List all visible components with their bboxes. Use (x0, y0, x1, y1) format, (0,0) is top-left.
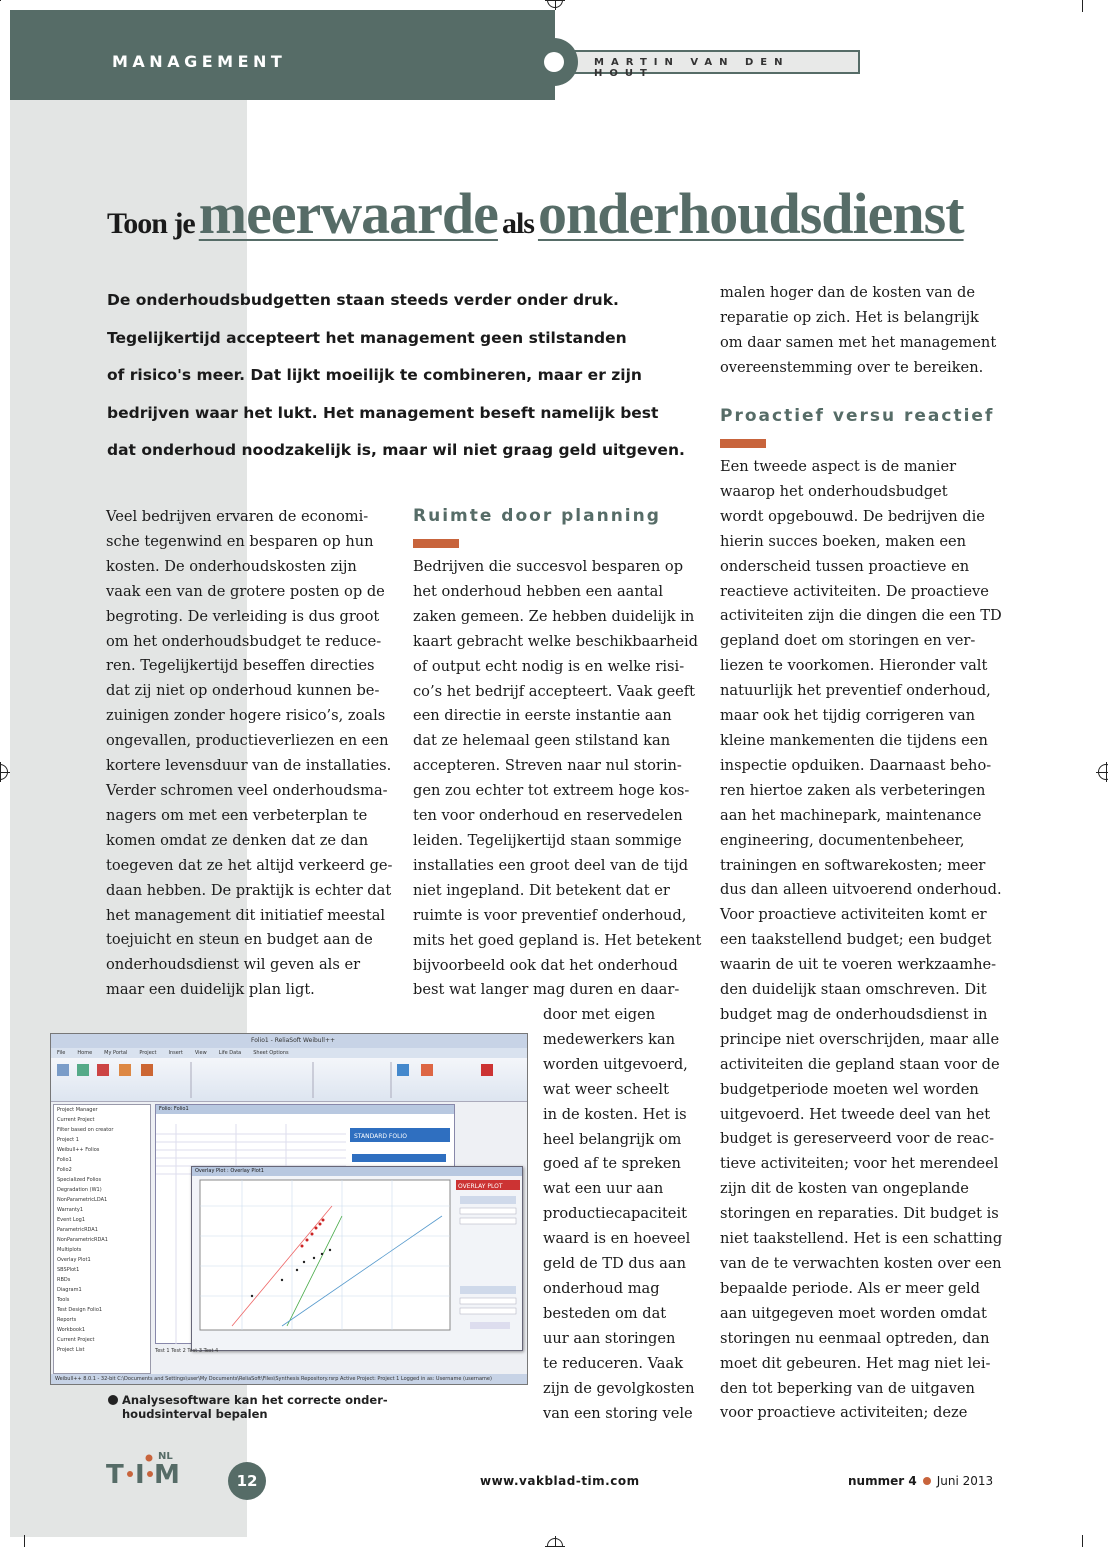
plot-title: Overlay Plot : Overlay Plot1 (192, 1167, 522, 1176)
text-line: Folio2 (57, 1167, 72, 1173)
text-line: ren. Tegelijkertijd beseffen directies (106, 657, 375, 675)
text-line: hierin succes boeken, maken een (720, 532, 967, 550)
text-line: door met eigen (543, 1006, 656, 1023)
text-line: NonParametricLDA1 (57, 1197, 108, 1203)
text-line: Filter based on creator (57, 1127, 114, 1133)
title-part1: Toon je (107, 207, 195, 240)
text-line: storingen nu eenmaal optreden, dan (720, 1329, 990, 1347)
text-line: niet ingepland. Dit betekent dat er (413, 881, 670, 899)
text-line: waard is en hoeveel (543, 1230, 691, 1248)
text-line: waarin de uit te voeren werkzaamhe- (720, 956, 997, 974)
text-line: NonParametricRDA1 (57, 1237, 108, 1243)
text-line: het onderhoud hebben een aantal (413, 582, 663, 600)
ribbon-tab: Insert (168, 1050, 183, 1056)
text-line: vaak een van de grotere posten op de (106, 582, 385, 600)
text-line: kortere levensduur van de installaties. (106, 757, 392, 775)
text-line: uitgevoerd. Het tweede deel van het (720, 1105, 991, 1123)
text-line: natuurlijk het preventief onderhoud, (720, 682, 991, 700)
text-line: dat ze helemaal geen stilstand kan (413, 732, 671, 750)
text-line: overeenstemming over te bereiken. (720, 358, 984, 376)
text-line: bijvoorbeeld ook dat het onderhoud (413, 956, 678, 974)
text-line: te reduceren. Vaak (543, 1354, 684, 1372)
text-line: mits het goed gepland is. Het betekent (413, 931, 702, 949)
text-line: moet dit gebeuren. Het mag niet lei- (720, 1354, 991, 1372)
issue-date: Juni 2013 (936, 1474, 994, 1488)
text-line: ruimte is voor preventief onderhoud, (413, 906, 687, 924)
column-2-continued (543, 1003, 711, 1426)
text-line: Warranty1 (57, 1207, 84, 1213)
text-line: Project List (57, 1347, 85, 1353)
text-line: toegeven dat ze het altijd verkeerd ge- (106, 856, 393, 874)
text-line: Overlay Plot1 (57, 1257, 91, 1263)
text-line: reparatie op zich. Het is belangrijk (720, 308, 979, 326)
subheading-planning: Ruimte door planning (413, 506, 661, 526)
text-line: een directie in eerste instantie aan (413, 707, 672, 725)
text-line: Voor proactieve activiteiten komt er (720, 906, 987, 924)
text-line: in de kosten. Het is (543, 1105, 687, 1123)
text-line: zaken gemeen. Ze hebben duidelijk in (413, 607, 695, 625)
text-line: kleine mankementen die tijdens een (720, 731, 988, 749)
text-line: kaart gebracht welke beschikbaarheid (413, 632, 699, 650)
column-2-text (413, 555, 703, 1003)
text-line: inspectie opduiken. Daarnaast beho- (720, 756, 992, 774)
text-line: van een storing vele (543, 1404, 693, 1422)
caption-bullet (108, 1395, 118, 1405)
screenshot-status-bar: Weibull++ 8.0.1 - 32-bit C:\Documents and Settings\user\My Documents\ReliaSoft\Files\Synthesis Repository.rsrp Active Project: Project 1 Logged in as: Username (username) (51, 1374, 527, 1384)
text-line: engineering, documentenbeheer, (720, 831, 965, 849)
title-part2: meerwaarde (198, 181, 498, 246)
registration-mark (1098, 764, 1108, 780)
text-line: Project 1 (57, 1137, 79, 1143)
crop-mark (24, 1535, 25, 1547)
text-line: aan uitgegeven moet worden omdat (720, 1304, 987, 1322)
text-line: productiecapaciteit (543, 1205, 687, 1223)
text-line: Tools (57, 1297, 70, 1303)
text-line: gen zou echter tot extreem hoge kos- (413, 782, 690, 800)
text-line: Current Project (57, 1337, 95, 1343)
registration-mark (547, 1538, 563, 1547)
text-line: Weibull++ Folios (57, 1147, 100, 1153)
text-line: worden uitgevoerd, (543, 1055, 688, 1073)
text-line: besteden om dat (543, 1304, 667, 1322)
text-line: budget mag de onderhoudsdienst in (720, 1005, 988, 1023)
text-line: budgetperiode moeten wel worden (720, 1080, 979, 1098)
folio-panel-label: STANDARD FOLIO (354, 1133, 407, 1140)
text-line: ongevallen, productieverliezen en een (106, 732, 389, 750)
text-line: zijn de gevolgkosten (543, 1379, 695, 1397)
text-line: Event Log1 (57, 1217, 86, 1223)
text-line: sche tegenwind en besparen op hun (106, 532, 374, 550)
text-line: den tot beperking van de uitgaven (720, 1379, 975, 1397)
text-line: maar ook het tijdig corrigeren van (720, 707, 976, 725)
registration-mark (0, 764, 8, 780)
text-line: onderscheid tussen proactieve en (720, 557, 970, 575)
registration-mark (547, 0, 563, 8)
intro-paragraph (107, 282, 707, 470)
ribbon-tab: Home (77, 1050, 93, 1056)
text-line: leiden. Tegelijkertijd staan sommige (413, 831, 682, 849)
text-line: activiteiten die gepland staan voor de (720, 1055, 1000, 1073)
caption-line: houdsinterval bepalen (122, 1407, 268, 1421)
text-line: geld de TD dus aan (543, 1255, 686, 1273)
text-line: goed af te spreken (543, 1155, 681, 1173)
weibull-plot (192, 1176, 522, 1350)
screenshot-ribbon-tabs (51, 1048, 527, 1058)
crop-mark (0, 0, 1, 1)
text-line: malen hoger dan de kosten van de (720, 284, 975, 301)
text-line: Folio1 (57, 1157, 72, 1163)
intro-line: dat onderhoud noodzakelijk is, maar wil niet graag geld uitgeven. (107, 441, 685, 459)
header-dot (544, 52, 564, 72)
ribbon-tab: Life Data (218, 1050, 242, 1056)
text-line: ren hiertoe zaken als verbeteringen (720, 781, 986, 799)
ribbon-tab: My Portal (104, 1050, 128, 1056)
text-line: voor proactieve activiteiten; deze (720, 1404, 968, 1422)
image-caption (108, 1393, 388, 1421)
text-line: co’s het bedrijf accepteert. Vaak geeft (413, 682, 696, 700)
text-line: Current Project (57, 1117, 95, 1123)
text-line: uur aan storingen (543, 1329, 676, 1347)
text-line: nagers om met een verbeterplan te (106, 806, 368, 824)
text-line: onderhoud mag (543, 1279, 660, 1297)
plot-panel-label: OVERLAY PLOT (458, 1183, 503, 1190)
text-line: SBSPlot1 (57, 1267, 80, 1273)
text-line: storingen en reparaties. Dit budget is (720, 1205, 999, 1223)
text-line: den duidelijk staan omschreven. Dit (720, 981, 987, 999)
text-line: waarop het onderhoudsbudget (720, 482, 948, 500)
text-line: wat weer scheelt (543, 1080, 669, 1098)
text-line: maar een duidelijk plan ligt. (106, 981, 315, 999)
text-line: trainingen en softwarekosten; meer (720, 856, 986, 874)
column-1-text (106, 505, 394, 1003)
logo-nl: NL (158, 1451, 173, 1462)
text-line: komen omdat ze denken dat ze dan (106, 831, 369, 849)
text-line: dus dan alleen uitvoerend onderhoud. (720, 881, 1002, 899)
text-line: om het onderhoudsbudget te reduce- (106, 632, 382, 650)
screenshot-title-bar: Folio1 - ReliaSoft Weibull++ (51, 1034, 527, 1048)
svg-text:M: M (154, 1460, 178, 1489)
sheet-tabs: Test 1 Test 2 Test 3 Test 4 (155, 1348, 219, 1354)
text-line: niet taakstellend. Het is een schatting (720, 1230, 1003, 1248)
text-line: wordt opgebouwd. De bedrijven die (720, 507, 985, 525)
text-line: wat een uur aan (543, 1180, 664, 1198)
page-number: 12 (228, 1462, 266, 1500)
text-line: Test Design Folio1 (57, 1307, 103, 1313)
text-line: budget is gereserveerd voor de reac- (720, 1130, 994, 1148)
screenshot-ribbon (51, 1058, 527, 1102)
text-line: reactieve activiteiten. De proactieve (720, 582, 989, 600)
text-line: Reports (57, 1317, 77, 1323)
text-line: om daar samen met het management (720, 333, 997, 351)
author-name: MARTIN VAN DEN HOUT (572, 50, 860, 74)
website-url: www.vakblad-tim.com (480, 1474, 640, 1488)
text-line: accepteren. Streven naar nul storin- (413, 757, 682, 775)
text-line: Multiplots (57, 1247, 82, 1253)
article-title (107, 180, 964, 247)
ribbon-tab: View (194, 1050, 207, 1056)
svg-text:T: T (106, 1460, 125, 1489)
issue-info (848, 1474, 993, 1488)
issue-dot (923, 1477, 931, 1485)
text-line: zuinigen zonder hogere risico’s, zoals (106, 707, 386, 725)
text-line: gepland doet om storingen en ver- (720, 632, 976, 650)
text-line: liezen te voorkomen. Hieronder valt (720, 657, 988, 675)
text-line: RBDs (57, 1277, 71, 1283)
ribbon-tab: Sheet Options (253, 1050, 289, 1056)
crop-mark (1082, 0, 1083, 12)
subheading-rule (720, 439, 766, 448)
ribbon-tab: File (57, 1050, 66, 1056)
text-line: ParametricRDA1 (57, 1227, 98, 1233)
text-line: Bedrijven die succesvol besparen op (413, 558, 684, 575)
ribbon-icons (51, 1058, 527, 1102)
text-line: activiteiten zijn die dingen die een TD (720, 607, 1002, 625)
text-line: van de te verwachten kosten over een (720, 1255, 1002, 1272)
text-line: dat zij niet op onderhoud kunnen be- (106, 682, 380, 700)
section-label: MANAGEMENT (112, 52, 287, 71)
overlay-plot-window (191, 1166, 523, 1351)
subheading-rule (413, 539, 459, 548)
text-line: Specialized Folios (57, 1177, 102, 1183)
text-line: tieve activiteiten; voor het merendeel (720, 1155, 999, 1173)
text-line: daan hebben. De praktijk is echter dat (106, 881, 392, 899)
text-line: onderhoudsdienst wil geven als er (106, 956, 361, 974)
text-line: Degradation (W1) (57, 1187, 102, 1193)
text-line: principe niet overschrijden, maar alle (720, 1030, 1000, 1048)
text-line: een taakstellend budget; een budget (720, 931, 992, 949)
software-screenshot (50, 1033, 528, 1385)
text-line: zijn dit de kosten van ongeplande (720, 1180, 969, 1198)
intro-line: of risico's meer. Dat lijkt moeilijk te combineren, maar er zijn (107, 366, 642, 384)
text-line: kosten. De onderhoudskosten zijn (106, 557, 357, 575)
text-line: Workbook1 (57, 1327, 86, 1333)
text-line: installaties een groot deel van de tijd (413, 856, 689, 874)
intro-line: Tegelijkertijd accepteert het management geen stilstanden (107, 328, 627, 347)
text-line: of output echt nodig is en welke risi- (413, 657, 685, 675)
text-line: aan het machinepark, maintenance (720, 806, 982, 824)
issue-number: nummer 4 (848, 1474, 917, 1488)
crop-mark (1082, 1535, 1083, 1547)
text-line: Verder schromen veel onderhoudsma- (106, 781, 388, 799)
caption-line: Analysesoftware kan het correcte onder- (122, 1393, 388, 1407)
text-line: Diagram1 (57, 1287, 82, 1293)
text-line: heel belangrijk om (543, 1130, 682, 1148)
svg-text:I: I (135, 1460, 145, 1489)
column-3-text (720, 455, 1010, 1426)
title-part4: onderhoudsdienst (537, 181, 964, 246)
text-line: medewerkers kan (543, 1030, 676, 1048)
subheading-proactief: Proactief versu reactief (720, 406, 995, 426)
folio-title: Folio: Folio1 (156, 1105, 454, 1114)
text-line: Een tweede aspect is de manier (720, 458, 957, 475)
tim-logo (106, 1453, 178, 1493)
text-line: bepaalde periode. Als er meer geld (720, 1279, 980, 1297)
text-line: begroting. De verleiding is dus groot (106, 607, 380, 625)
text-line: Veel bedrijven ervaren de economi- (106, 508, 369, 525)
text-line: best wat langer mag duren en daar- (413, 981, 680, 999)
intro-line: De onderhoudsbudgetten staan steeds verder onder druk. (107, 291, 619, 309)
text-line: ten voor onderhoud en reservedelen (413, 807, 683, 825)
title-part3: als (501, 207, 534, 240)
column-3-top (720, 281, 1010, 381)
text-line: Project Manager (57, 1107, 98, 1113)
intro-line: bedrijven waar het lukt. Het management beseft namelijk best (107, 403, 659, 422)
ribbon-tab: Project (139, 1050, 157, 1056)
text-line: toejuicht en steun en budget aan de (106, 931, 373, 949)
text-line: het management dit initiatief meestal (106, 906, 386, 924)
project-manager-panel (53, 1104, 151, 1374)
